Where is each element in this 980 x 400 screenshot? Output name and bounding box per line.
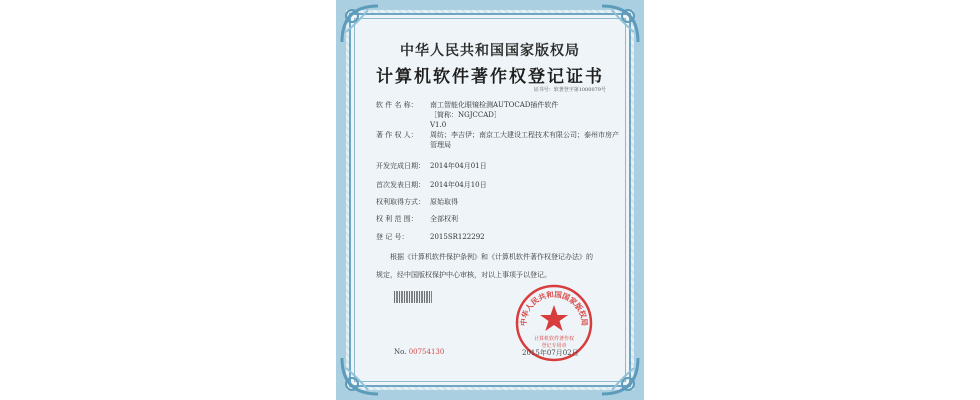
- field-value: 2014年04月01日: [430, 162, 487, 170]
- serial-value: 00754130: [408, 348, 445, 356]
- field-label: 软 件 名 称：: [376, 101, 418, 109]
- corner-ornament-icon: [338, 354, 382, 398]
- field-copyright-owner: [376, 130, 620, 150]
- field-label: 首次发表日期：: [376, 181, 425, 189]
- certificate: [336, 0, 644, 400]
- declaration-paragraph-1: 根据《计算机软件保护条例》和《计算机软件著作权登记办法》的: [390, 253, 593, 261]
- field-value: 2014年04月10日: [430, 181, 487, 189]
- field-software-name: [376, 100, 620, 130]
- issue-date: 2015年07月02日: [522, 349, 579, 357]
- field-registration-number: [376, 232, 620, 242]
- field-label: 权利取得方式：: [376, 198, 425, 206]
- serial-label: No.: [394, 348, 407, 356]
- field-value: 周纺；李吉伊；南京工大建设工程技术有限公司；泰州市房产管理局: [430, 131, 619, 149]
- field-development-date: [376, 161, 620, 171]
- field-value: 南工智能化眼镜检测AUTOCAD插件软件 ［简称：NGJCCAD］ V1.0: [430, 101, 559, 129]
- field-value: 全部权利: [430, 215, 458, 223]
- field-label: 著 作 权 人：: [376, 131, 418, 139]
- seal-inner-text-1: 计算机软件著作权: [533, 336, 575, 342]
- certificate-number: 证书号：软著登字第1000079号: [533, 87, 606, 93]
- field-label: 登 记 号：: [376, 233, 409, 241]
- field-value: 原始取得: [430, 198, 458, 206]
- seal-outer-text: 中华人民共和国国家版权局: [518, 289, 590, 327]
- issuer-title: 中华人民共和国国家版权局: [400, 43, 580, 59]
- field-label: 开发完成日期：: [376, 162, 425, 170]
- field-rights-scope: [376, 214, 620, 224]
- field-publish-date: [376, 180, 620, 190]
- declaration-paragraph-2: 规定，经中国版权保护中心审核，对以上事项予以登记。: [376, 271, 551, 279]
- seal-inner-text-2: 登记专用章: [541, 343, 567, 349]
- barcode-icon: [394, 291, 432, 303]
- serial-number: [394, 348, 444, 356]
- field-acquisition-method: [376, 197, 620, 207]
- field-label: 权 利 范 围：: [376, 215, 418, 223]
- field-value: 2015SR122292: [430, 233, 485, 241]
- certificate-title: 计算机软件著作权登记证书: [376, 67, 604, 87]
- corner-ornament-icon: [598, 354, 642, 398]
